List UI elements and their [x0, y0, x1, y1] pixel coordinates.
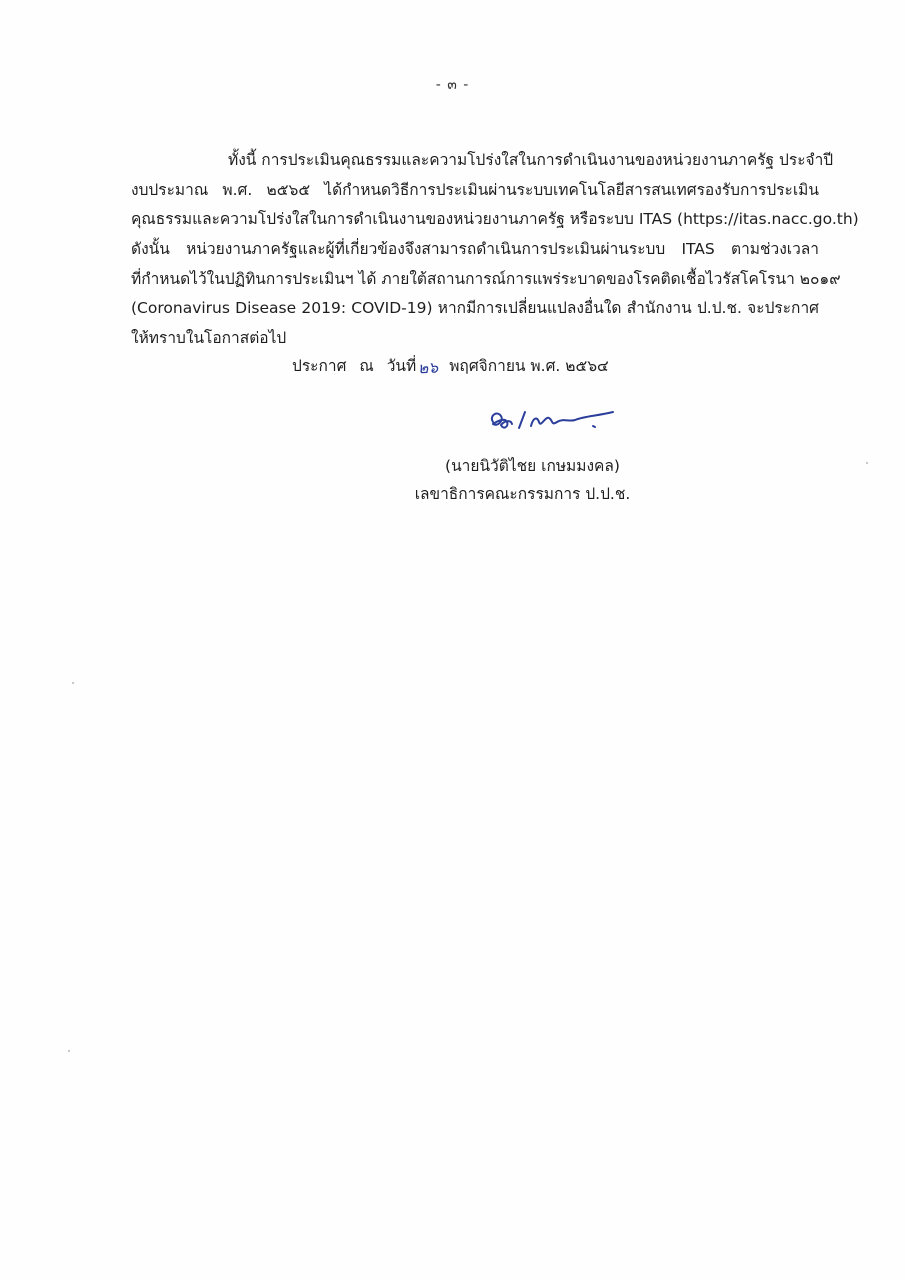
announcement-day-label: วันที่ [386, 357, 417, 375]
paragraph-line: งบประมาณ พ.ศ. ๒๕๖๕ ได้กำหนดวิธีการประเมินผ่านระบบเทคโนโลยีสารสนเทศรองรับการประเมิน [131, 180, 819, 199]
signer-name: (นายนิวัติไชย เกษมมงคล) [445, 457, 620, 475]
announcement-month-year: พฤศจิกายน พ.ศ. ๒๕๖๔ [449, 357, 609, 375]
paragraph-line: (Coronavirus Disease 2019: COVID-19) หากมีการเปลี่ยนแปลงอื่นใด สำนักงาน ป.ป.ช. จะประกาศ [131, 299, 819, 318]
handwritten-day: ๒๖ [417, 358, 439, 378]
scan-speck [866, 462, 868, 464]
scan-speck [68, 1050, 70, 1052]
paragraph-line: คุณธรรมและความโปร่งใสในการดำเนินงานของหน่วยงานภาครัฐ หรือระบบ ITAS (https://itas.nacc.go.th) [131, 210, 859, 229]
paragraph-line: ให้ทราบในโอกาสต่อไป [131, 329, 287, 348]
announcement-at: ณ [359, 357, 374, 375]
signer-title: เลขาธิการคณะกรรมการ ป.ป.ช. [414, 485, 631, 503]
page-number: - ๓ - [435, 77, 470, 93]
handwritten-signature [485, 400, 625, 440]
announcement-date-line [292, 352, 609, 380]
announcement-prefix: ประกาศ [292, 357, 347, 375]
paragraph-line: ที่กำหนดไว้ในปฏิทินการประเมินฯ ได้ ภายใต้สถานการณ์การแพร่ระบาดของโรคติดเชื้อไวรัสโคโรนา ๒๐๑๙ [131, 269, 841, 288]
paragraph-line: ทั้งนี้ การประเมินคุณธรรมและความโปร่งใสในการดำเนินงานของหน่วยงานภาครัฐ ประจำปี [228, 151, 834, 169]
body-paragraph [131, 146, 859, 354]
scan-speck [72, 682, 74, 684]
paragraph-line: ดังนั้น หน่วยงานภาครัฐและผู้ที่เกี่ยวข้องจึงสามารถดำเนินการประเมินผ่านระบบ ITAS ตามช่วงเวลา [131, 240, 819, 259]
